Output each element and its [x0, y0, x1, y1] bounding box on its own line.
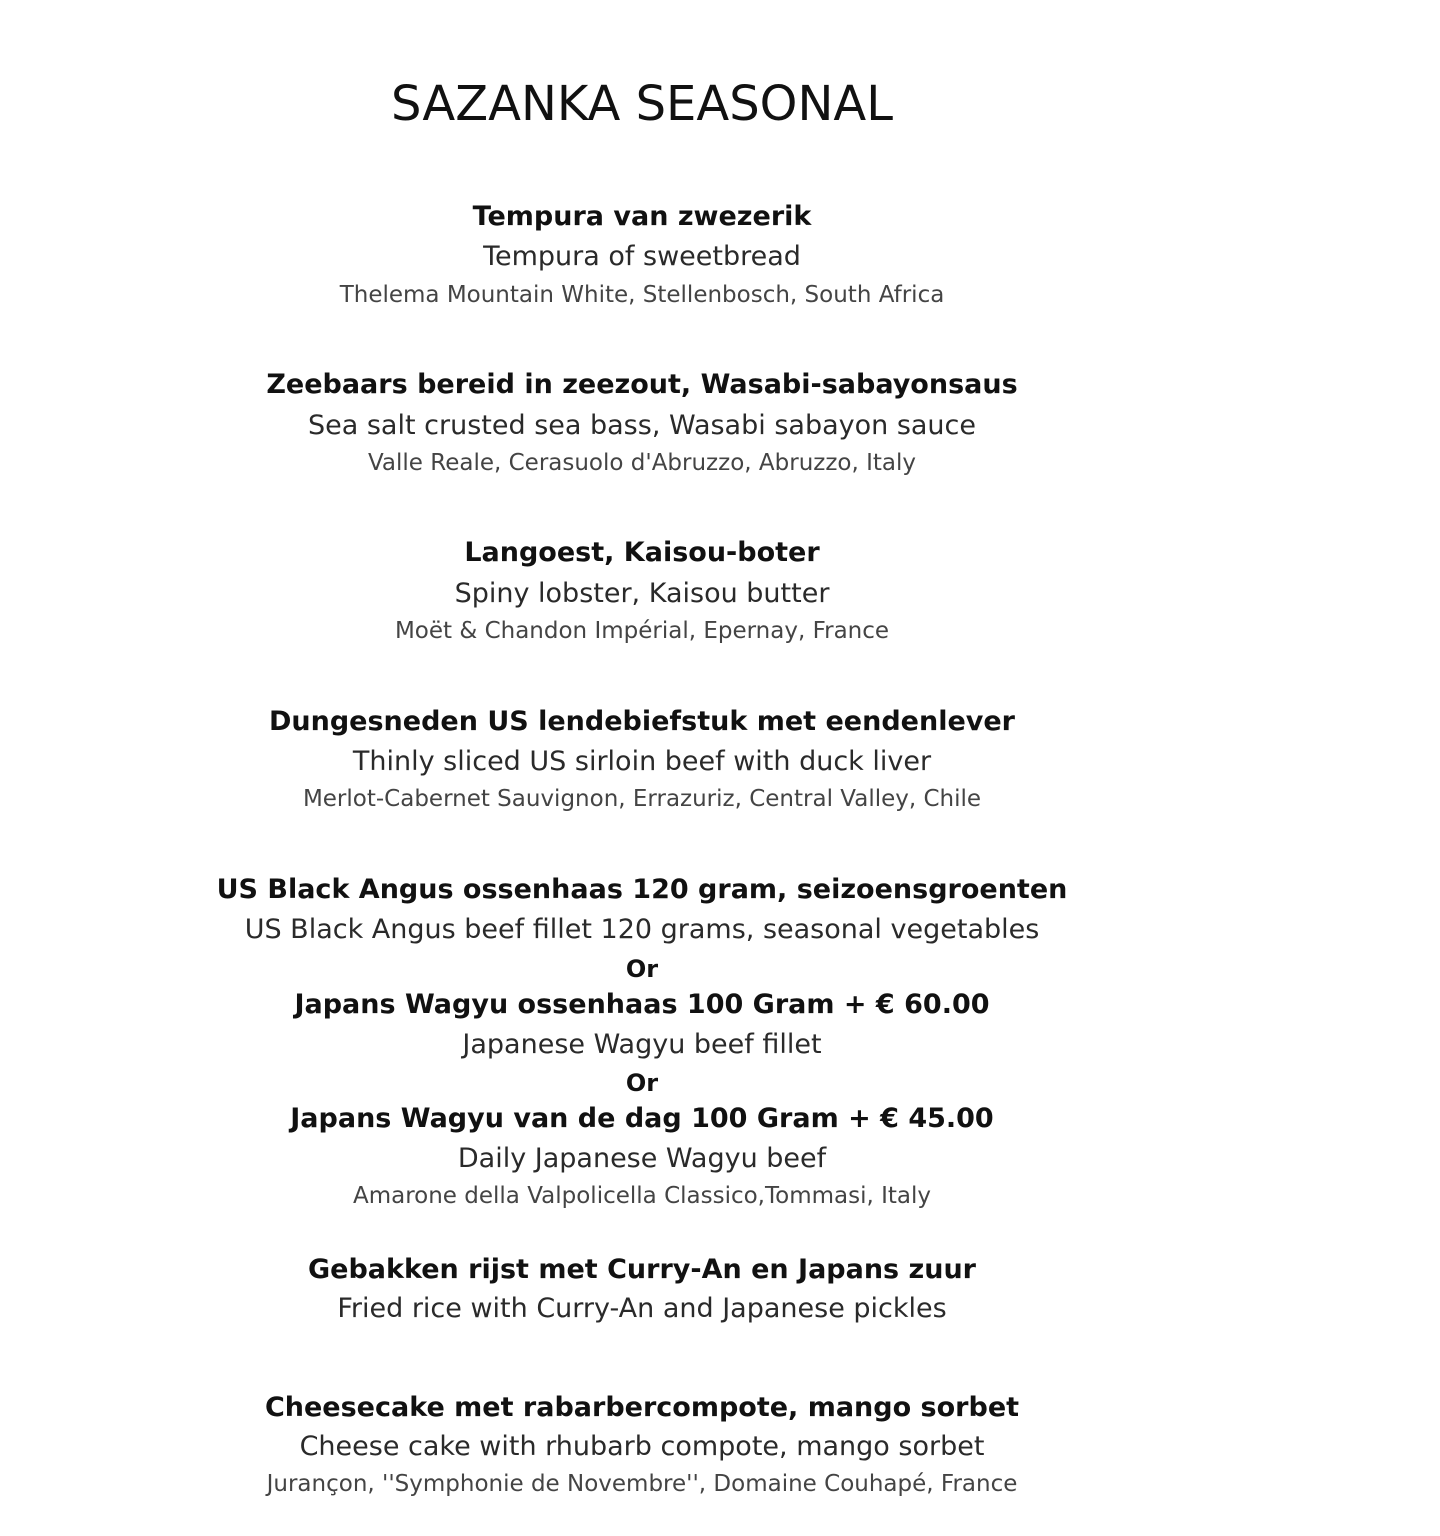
course-5-option-3-dutch-name: Japans Wagyu van de dag 100 Gram + € 45.00: [290, 1103, 994, 1134]
course-3-dutch-name: Langoest, Kaisou-boter: [464, 537, 820, 568]
course-5-or-separator-1: Or: [625, 955, 659, 983]
course-5-or-separator-2: Or: [625, 1069, 659, 1097]
menu-title: SAZANKA SEASONAL: [391, 76, 893, 132]
course-3-wine-pairing: Moët & Chandon Impérial, Epernay, France: [394, 618, 890, 644]
course-5-option-2-english-name: Japanese Wagyu beef fillet: [462, 1029, 822, 1060]
course-1-english-name: Tempura of sweetbread: [483, 241, 801, 272]
course-3-english-name: Spiny lobster, Kaisou butter: [454, 578, 830, 609]
course-7-dutch-name: Cheesecake met rabarbercompote, mango sorbet: [264, 1392, 1020, 1423]
course-1-dutch-name: Tempura van zwezerik: [472, 201, 812, 232]
course-4-english-name: Thinly sliced US sirloin beef with duck liver: [352, 746, 932, 777]
course-5-option-1-english-name: US Black Angus beef fillet 120 grams, seasonal vegetables: [244, 914, 1040, 945]
course-2-english-name: Sea salt crusted sea bass, Wasabi sabayon sauce: [307, 410, 976, 441]
course-6-english-name: Fried rice with Curry-An and Japanese pickles: [337, 1293, 947, 1324]
course-2-dutch-name: Zeebaars bereid in zeezout, Wasabi-sabayonsaus: [266, 369, 1018, 400]
course-5-option-2-dutch-name: Japans Wagyu ossenhaas 100 Gram + € 60.00: [294, 989, 990, 1020]
course-4-wine-pairing: Merlot-Cabernet Sauvignon, Errazuriz, Central Valley, Chile: [302, 786, 982, 812]
course-6-dutch-name: Gebakken rijst met Curry-An en Japans zuur: [308, 1254, 976, 1285]
course-5-option-1-dutch-name: US Black Angus ossenhaas 120 gram, seizoensgroenten: [216, 874, 1068, 905]
course-5-wine-pairing: Amarone della Valpolicella Classico,Tommasi, Italy: [352, 1183, 932, 1209]
course-5-option-3-english-name: Daily Japanese Wagyu beef: [457, 1143, 827, 1174]
course-7-english-name: Cheese cake with rhubarb compote, mango sorbet: [299, 1431, 985, 1462]
course-2-wine-pairing: Valle Reale, Cerasuolo d'Abruzzo, Abruzzo, Italy: [367, 450, 917, 476]
course-4-dutch-name: Dungesneden US lendebiefstuk met eendenlever: [268, 706, 1015, 737]
course-7-wine-pairing: Jurançon, ''Symphonie de Novembre'', Domaine Couhapé, France: [266, 1471, 1018, 1497]
course-1-wine-pairing: Thelema Mountain White, Stellenbosch, South Africa: [339, 282, 945, 308]
